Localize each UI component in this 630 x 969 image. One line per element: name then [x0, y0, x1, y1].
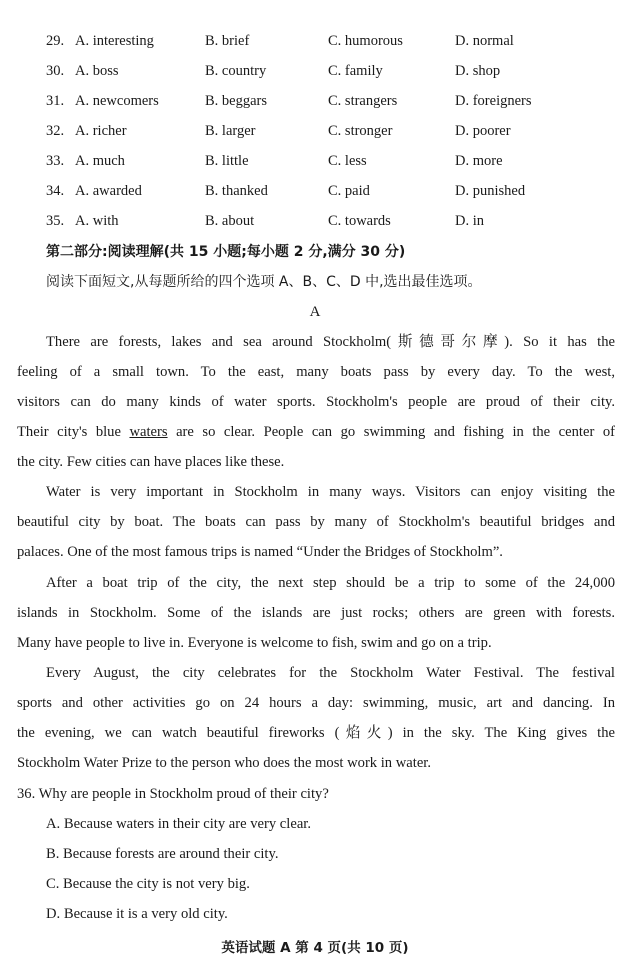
option-a: A. with — [75, 213, 119, 229]
passage-line: islands in Stockholm. Some of the islands are just rocks; others are green with forests. — [17, 605, 615, 621]
passage-line: visitors can do many kinds of water sports. Stockholm's people are proud of their city. — [17, 394, 615, 410]
question-number: 29. — [46, 33, 65, 49]
option-row-35 — [0, 210, 630, 232]
passage-text: Their city's blue — [17, 424, 130, 440]
option-b: B. larger — [205, 123, 256, 139]
option-c: C. stronger — [328, 123, 393, 139]
section-title: 第二部分:阅读理解(共 15 小题;每小题 2 分,满分 30 分) — [46, 244, 406, 260]
option-b: B. thanked — [205, 183, 268, 199]
option-b: B. little — [205, 153, 249, 169]
option-row-33 — [0, 150, 630, 172]
question-number: 31. — [46, 93, 65, 109]
option-d: D. shop — [455, 63, 501, 79]
question-number: 33. — [46, 153, 65, 169]
question-number: 35. — [46, 213, 65, 229]
option-row-30 — [0, 60, 630, 82]
passage-line: palaces. One of the most famous trips is named “Under the Bridges of Stockholm”. — [17, 544, 503, 560]
option-row-31 — [0, 90, 630, 112]
option-c: C. strangers — [328, 93, 398, 109]
option-d: D. punished — [455, 183, 526, 199]
question-number: 32. — [46, 123, 65, 139]
page-footer: 英语试题 A 第 4 页(共 10 页) — [221, 940, 409, 956]
option-a: A. interesting — [75, 33, 154, 49]
option-c: C. family — [328, 63, 383, 79]
question-36-option-b: B. Because forests are around their city. — [46, 846, 279, 862]
option-a: A. awarded — [75, 183, 142, 199]
passage-line: beautiful city by boat. The boats can pass by many of Stockholm's beautiful bridges and — [17, 514, 615, 530]
passage-line: There are forests, lakes and sea around Stockholm(斯德哥尔摩). So it has the — [46, 334, 615, 350]
passage-text: are so clear. People can go swimming and fishing in the center of — [167, 424, 615, 440]
question-36-stem: 36. Why are people in Stockholm proud of their city? — [17, 786, 329, 802]
option-b: B. beggars — [205, 93, 268, 109]
question-number: 30. — [46, 63, 65, 79]
section-instruction: 阅读下面短文,从每题所给的四个选项 A、B、C、D 中,选出最佳选项。 — [46, 274, 482, 290]
option-a: A. richer — [75, 123, 127, 139]
option-c: C. less — [328, 153, 367, 169]
option-a: A. newcomers — [75, 93, 159, 109]
option-d: D. foreigners — [455, 93, 532, 109]
passage-line: feeling of a small town. To the east, many boats pass by every day. To the west, — [17, 364, 615, 380]
option-c: C. paid — [328, 183, 370, 199]
option-row-34 — [0, 180, 630, 202]
passage-line: Water is very important in Stockholm in many ways. Visitors can enjoy visiting the — [46, 484, 615, 500]
passage-label: A — [309, 304, 321, 320]
option-c: C. humorous — [328, 33, 403, 49]
passage-line: After a boat trip of the city, the next step should be a trip to some of the 24,000 — [46, 575, 615, 591]
option-d: D. poorer — [455, 123, 511, 139]
option-d: D. normal — [455, 33, 514, 49]
question-36-option-a: A. Because waters in their city are very clear. — [46, 816, 311, 832]
option-b: B. country — [205, 63, 267, 79]
passage-line: Stockholm Water Prize to the person who does the most work in water. — [17, 755, 431, 771]
option-b: B. about — [205, 213, 255, 229]
underlined-word: waters — [129, 424, 168, 440]
option-d: D. more — [455, 153, 503, 169]
question-number: 34. — [46, 183, 65, 199]
option-row-32 — [0, 120, 630, 142]
option-row-29 — [0, 30, 630, 52]
option-a: A. boss — [75, 63, 119, 79]
passage-line — [17, 422, 615, 442]
option-c: C. towards — [328, 213, 391, 229]
option-a: A. much — [75, 153, 125, 169]
passage-line: sports and other activities go on 24 hours a day: swimming, music, art and dancing. In — [17, 695, 615, 711]
passage-line: the evening, we can watch beautiful fireworks (焰火) in the sky. The King gives the — [17, 725, 615, 741]
passage-line: the city. Few cities can have places like these. — [17, 454, 285, 470]
passage-line: Many have people to live in. Everyone is welcome to fish, swim and go on a trip. — [17, 635, 492, 651]
option-d: D. in — [455, 213, 484, 229]
passage-line: Every August, the city celebrates for the Stockholm Water Festival. The festival — [46, 665, 615, 681]
option-b: B. brief — [205, 33, 250, 49]
question-36-option-d: D. Because it is a very old city. — [46, 906, 228, 922]
question-36-option-c: C. Because the city is not very big. — [46, 876, 250, 892]
